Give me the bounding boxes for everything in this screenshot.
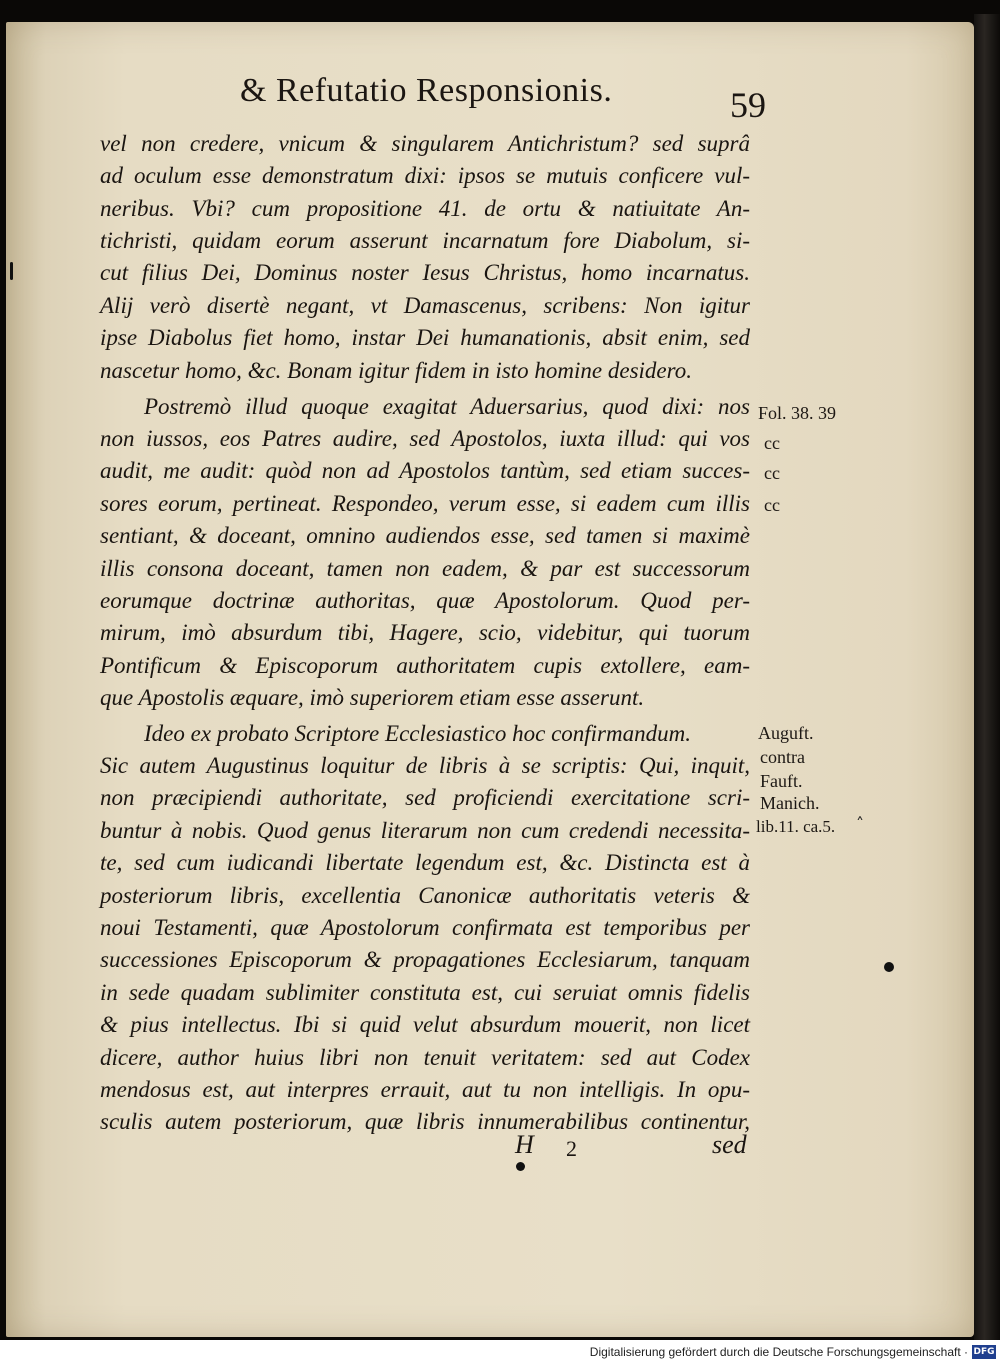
text-line: sculis autem posteriorum, quæ libris innumerabilibus continentur, bbox=[100, 1109, 750, 1134]
text-line: ad oculum esse demonstratum dixi: ipsos se mutuis conficere vul- bbox=[100, 163, 750, 188]
ink-speck bbox=[10, 262, 13, 280]
signature-number: 2 bbox=[566, 1136, 577, 1161]
text-line: non iussos, eos Patres audire, sed Apostolos, iuxta illud: qui vos bbox=[100, 426, 750, 451]
catchword: sed bbox=[712, 1130, 747, 1159]
margin-quote-mark: cc bbox=[764, 495, 780, 515]
margin-note-august: Fauft. bbox=[760, 771, 803, 791]
margin-quote-mark: cc bbox=[764, 463, 780, 483]
margin-note-fol: Fol. 38. 39 bbox=[758, 403, 837, 423]
text-line: ipse Diabolus fiet homo, instar Dei humanationis, absit enim, sed bbox=[100, 325, 750, 350]
text-line: sores eorum, pertineat. Respondeo, verum esse, si eadem cum illis bbox=[100, 491, 750, 516]
margin-note-august: Manich. bbox=[760, 793, 820, 813]
text-line: buntur à nobis. Quod genus literarum non cum credendi necessita- bbox=[100, 818, 750, 843]
credit-text: Digitalisierung gefördert durch die Deutsche Forschungsgemeinschaft · bbox=[589, 1345, 968, 1359]
text-line: Ideo ex probato Scriptore Ecclesiastico hoc confirmandum. bbox=[144, 721, 691, 746]
text-line: cut filius Dei, Dominus noster Iesus Christus, homo incarnatus. bbox=[100, 260, 750, 285]
ink-speck bbox=[884, 962, 894, 972]
text-line: neribus. Vbi? cum propositione 41. de ortu & natiuitate An- bbox=[100, 196, 750, 221]
running-title: & Refutatio Responsionis. bbox=[240, 72, 613, 109]
text-line: Alij verò disertè negant, vt Damascenus, scribens: Non igitur bbox=[100, 293, 750, 318]
text-line: in sede quadam sublimiter constituta est, cui seruiat omnis fidelis bbox=[100, 980, 750, 1005]
text-line: mendosus est, aut interpres errauit, aut tu non intelligis. In opu- bbox=[100, 1077, 750, 1102]
margin-note-august: contra bbox=[760, 747, 805, 767]
margin-note-august: Auguft. bbox=[758, 723, 814, 743]
text-line: noui Testamenti, quæ Apostolorum confirmata est temporibus per bbox=[100, 915, 750, 940]
text-line: Postremò illud quoque exagitat Aduersarius, quod dixi: nos bbox=[144, 394, 750, 419]
text-line: & pius intellectus. Ibi si quid velut absurdum mouerit, non licet bbox=[100, 1012, 750, 1037]
text-line: Sic autem Augustinus loquitur de libris à se scriptis: Qui, inquit, bbox=[100, 753, 750, 778]
text-line: successiones Episcoporum & propagationes Ecclesiarum, tanquam bbox=[100, 947, 750, 972]
text-line: illis consona doceant, tamen non eadem, & par est successorum bbox=[100, 556, 750, 581]
text-line: que Apostolis æquare, imò superiorem etiam esse asserunt. bbox=[100, 685, 645, 710]
text-line: nascetur homo, &c. Bonam igitur fidem in isto homine desidero. bbox=[100, 358, 692, 383]
text-line: tichristi, quidam eorum asserunt incarnatum fore Diabolum, si- bbox=[100, 228, 750, 253]
text-line: te, sed cum iudicandi libertate legendum est, &c. Distincta est à bbox=[100, 850, 750, 875]
text-line: audit, me audit: quòd non ad Apostolos tantùm, sed etiam succes- bbox=[100, 458, 750, 483]
ink-speck bbox=[516, 1162, 525, 1171]
text-line: sentiant, & doceant, omnino audiendos esse, sed tamen si maximè bbox=[100, 523, 750, 548]
margin-quote-mark: cc bbox=[764, 433, 780, 453]
text-line: eorumque doctrinæ authoritas, quæ Apostolorum. Quod per- bbox=[100, 588, 750, 613]
text-line: Pontificum & Episcoporum authoritatem cupis extollere, eam- bbox=[100, 653, 750, 678]
text-line: dicere, author huius libri non tenuit veritatem: sed aut Codex bbox=[100, 1045, 750, 1070]
text-line: vel non credere, vnicum & singularem Antichristum? sed suprâ bbox=[100, 131, 750, 156]
text-line: non præcipiendi authoritate, sed proficiendi exercitatione scri- bbox=[100, 785, 750, 810]
credit-bar bbox=[0, 1340, 1000, 1365]
text-line: mirum, imò absurdum tibi, Hagere, scio, videbitur, qui tuorum bbox=[100, 620, 750, 645]
page-number: 59 bbox=[730, 85, 766, 125]
scan-edge-strip bbox=[974, 14, 1000, 1340]
margin-mark-icon: ˄ bbox=[856, 814, 864, 833]
margin-note-august: lib.11. ca.5. bbox=[756, 817, 836, 836]
text-line: posteriorum libris, excellentia Canonicæ authoritatis veteris & bbox=[100, 883, 750, 908]
signature-letter: H bbox=[515, 1130, 534, 1159]
dfg-logo: DFG bbox=[973, 1347, 995, 1357]
